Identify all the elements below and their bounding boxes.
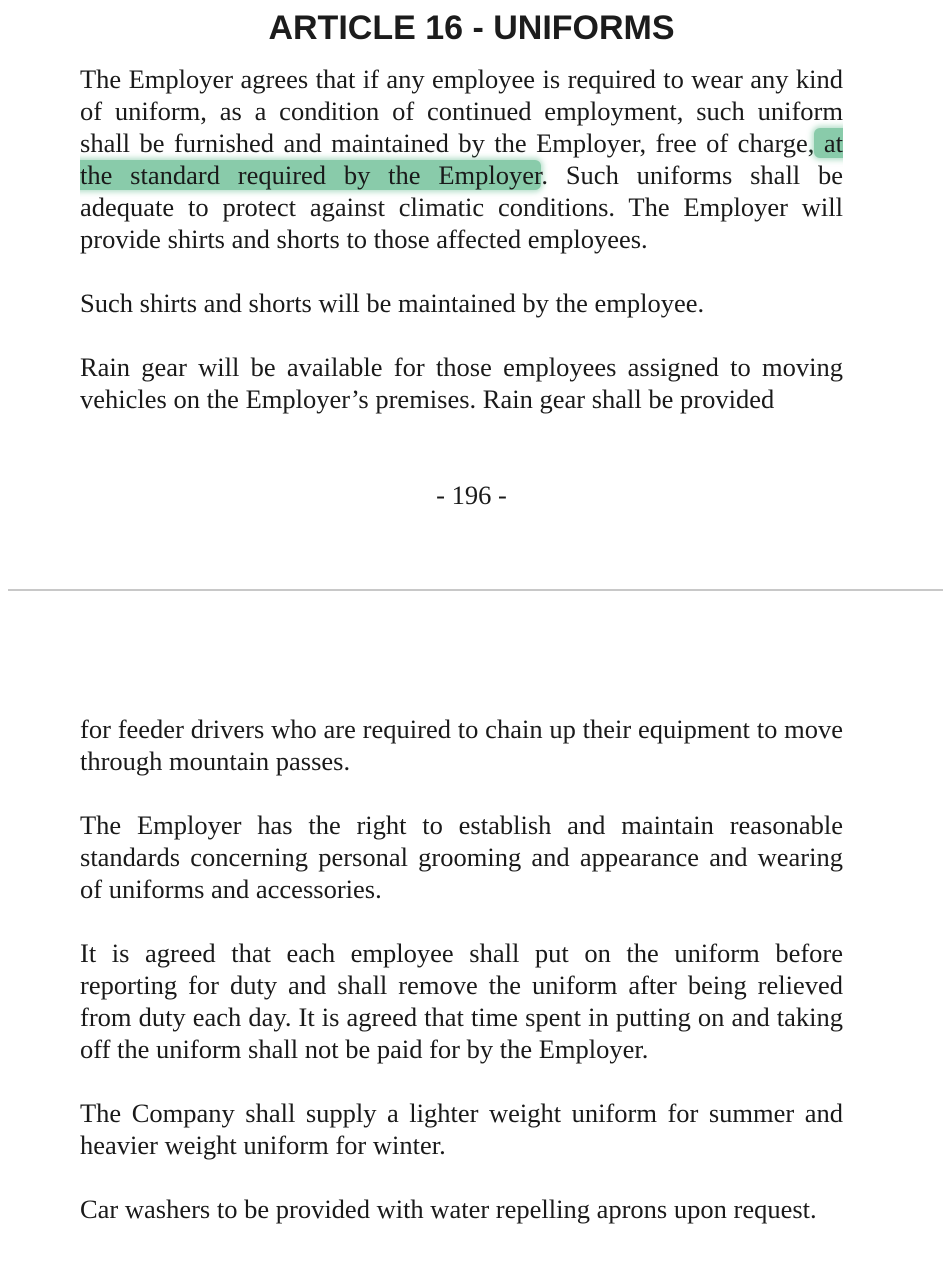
page-divider (8, 589, 943, 591)
page-number: - 196 - (436, 480, 507, 510)
paragraph-feeder-drivers: for feeder drivers who are required to chain up their equipment to move through mountain passes. (80, 714, 843, 776)
paragraph-uniform-provision (80, 63, 843, 255)
paragraph-grooming-standards: The Employer has the right to establish and maintain reasonable standards concerning personal grooming and appearance and wearing of uniforms and accessories. (80, 810, 843, 904)
paragraph-rain-gear: Rain gear will be available for those employees assigned to moving vehicles on the Employer’s premises. Rain gear shall be provided (80, 352, 843, 414)
paragraph-uniform-time: It is agreed that each employee shall put on the uniform before reporting for duty and shall remove the uniform after being relieved from duty each day. It is agreed that time spent in putting on and taking off the uniform shall not be paid for by the Employer. (80, 938, 843, 1064)
paragraph-text: . Such uniforms shall be adequate to protect against climatic conditions. The Employer will provide shirts and shorts to those affected employees. (80, 160, 843, 254)
text-highlight[interactable]: at the standard required by the Employer (80, 128, 843, 190)
article-title: ARTICLE 16 - UNIFORMS (268, 9, 675, 47)
document-page-196 (0, 0, 943, 590)
page-197-body (80, 713, 843, 1225)
paragraph-text: The Employer agrees that if any employee is required to wear any kind of uniform, as a condition of continued employment, such uniform shall be furnished and maintained by the Employer, free of charge, (80, 64, 843, 158)
paragraph-shirts-maintenance: Such shirts and shorts will be maintained by the employee. (80, 288, 705, 318)
page-196-body (80, 63, 843, 415)
paragraph-car-washers: Car washers to be provided with water repelling aprons upon request. (80, 1194, 817, 1224)
paragraph-seasonal-uniforms: The Company shall supply a lighter weight uniform for summer and heavier weight uniform for winter. (80, 1098, 843, 1160)
document-page-197 (0, 592, 943, 1280)
